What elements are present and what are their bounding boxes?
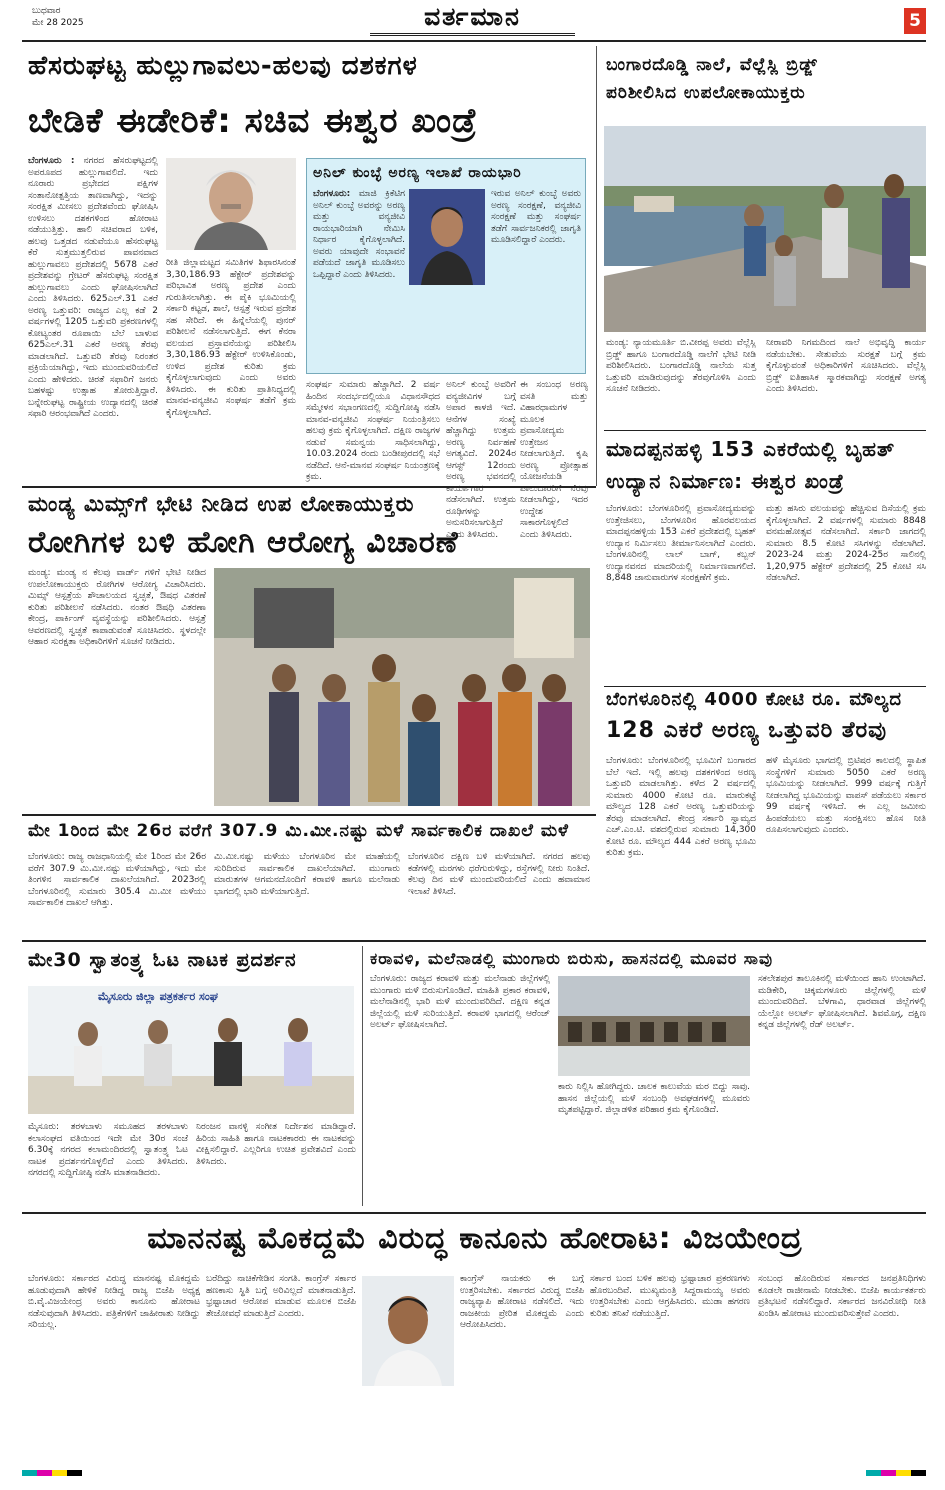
drama-col1: ಮೈಸೂರು: ತರಳಬಾಳು ಸಮೂಹದ ತರಳಬಾಳು ಕಲಾಸಂಘದ ವತಿಯಿಂದ ಇದೇ ಮೇ 30ರ ಸಂಜೆ 6.30ಕ್ಕೆ ನಗರದ ಕಲಾಮಂದಿರದಲ್ಲಿ ಸ್ವಾತಂತ್ರ್ಯ ಓಟ ನಾಟಕ ಪ್ರದರ್ಶನಗೊಳ್ಳಲಿದೆ ಎಂದು ತಿಳಿಸಿದರು. ನಗರದಲ್ಲಿ ಸುದ್ದಿಗೋಷ್ಠಿ ನಡೆಸಿ ಮಾತನಾಡಿದರು. [28, 1122, 188, 1178]
kumble-headline: ಅನಿಲ್ ಕುಂಬ್ಳೆ ಅರಣ್ಯ ಇಲಾಖೆ ರಾಯಭಾರಿ [313, 165, 522, 181]
story1-lower-col1: ಸಂಘರ್ಷ ಸುಮಾರು ಹೆಚ್ಚಾಗಿದೆ. 2 ವರ್ಷ ಹಿಂದಿನ ಸಂದರ್ಭದಲ್ಲಿಯೂ ವಿಧಾನಸೌಧದ ಸಮ್ಮೇಳನ ಸಭಾಂಗಣದಲ್ಲಿ ಸುದ್ದಿಗೋಷ್ಠಿ ನಡೆಸಿ ಮಾನವ-ವನ್ಯಜೀವಿ ಸಂಘರ್ಷ ನಿಯಂತ್ರಿಸಲು ಹಲವು ಕ್ರಮ ಕೈಗೊಳ್ಳಲಾಗಿದೆ. ದಕ್ಷಿಣ ರಾಜ್ಯಗಳ ನಡುವೆ ಸಮನ್ವಯ ಸಾಧಿಸಲಾಗಿದ್ದು, 10.03.2024 ರಂದು ಬಂಡೀಪುರದಲ್ಲಿ ಸಭೆ ನಡೆದಿದೆ. ಆನೆ-ಮಾನವ ಸಂಘರ್ಷ ನಿಯಂತ್ರಣಕ್ಕೆ ಕ್ರಮ. [306, 380, 440, 482]
monsoon-photo [558, 976, 750, 1076]
vijayendra-col2: ಬರೆದಿದ್ದು ನಾಚಿಕೆಗೇಡಿನ ಸಂಗತಿ. ಕಾಂಗ್ರೆಸ್ ಸರ್ಕಾರ ಹಣಕಾಸು ಸ್ಥಿತಿ ಬಗ್ಗೆ ಅರಿವಿಲ್ಲದೆ ಮಾತನಾಡುತ್ತಿದೆ. ಭ್ರಷ್ಟಾಚಾರ ಆರೋಪ ಮಾಡುವ ಮೂಲಕ ಬಿಜೆಪಿ ತೇಜೋವಧೆ ಮಾಡುತ್ತಿದೆ ಎಂದರು. [206, 1274, 356, 1319]
kumble-text-a [313, 189, 405, 369]
print-color-bar-right [866, 1470, 926, 1476]
madappanahalli-col1: ಬೆಂಗಳೂರು: ಬೆಂಗಳೂರಿನಲ್ಲಿ ಪ್ರವಾಸೋದ್ಯಮವನ್ನು ಉತ್ತೇಜಿಸಲು, ಬೆಂಗಳೂರಿನ ಹೊರವಲಯದ ಮಾದಪ್ಪನಹಳ್ಳಿಯ 153 ಎಕರೆ ಪ್ರದೇಶದಲ್ಲಿ ಬೃಹತ್ ಉದ್ಯಾನ ನಿರ್ಮಿಸಲು ತೀರ್ಮಾನಿಸಲಾಗಿದೆ ಎಂದರು. ಬೆಂಗಳೂರಿನಲ್ಲಿ ಲಾಲ್ ಬಾಗ್, ಕಬ್ಬನ್ ಉದ್ಯಾನವನದ ಮಾದರಿಯಲ್ಲಿ ನಿರ್ಮಾಣವಾಗಲಿದೆ. 8,848 ಜಾನುವಾರುಗಳ ಸಂರಕ್ಷಣೆಗೆ ಕ್ರಮ. [606, 504, 756, 583]
dam-photo-icon [558, 976, 750, 1076]
vijayendra-col5: ಸಂಬಂಧ ಹೊಂದಿರುವ ಸರ್ಕಾರದ ಜನಪ್ರತಿನಿಧಿಗಳು ಕೂಡಲೇ ರಾಜೀನಾಮೆ ನೀಡಬೇಕು. ಬಿಜೆಪಿ ಕಾರ್ಯಕರ್ತರು ಪ್ರತಿಭಟನೆ ನಡೆಸಲಿದ್ದಾರೆ. ಸರ್ಕಾರದ ಜನವಿರೋಧಿ ನೀತಿ ಖಂಡಿಸಿ ಹೋರಾಟ ಮುಂದುವರಿಸುತ್ತೇವೆ ಎಂದರು. [758, 1274, 926, 1319]
mandya-headline-1: ಮಂಡ್ಯ ಮಿಮ್ಸ್‌ಗೆ ಭೇಟಿ ನೀಡಿದ ಉಪ ಲೋಕಾಯುಕ್ತರು [28, 492, 415, 516]
bangaradoddi-headline-2: ಪರಿಶೀಲಿಸಿದ ಉಪಲೋಕಾಯುಕ್ತರು [606, 83, 806, 103]
forest4000-headline-2: 128 ಎಕರೆ ಅರಣ್ಯ ಒತ್ತುವರಿ ತೆರವು [606, 718, 888, 743]
rule-bottom-1 [22, 1212, 926, 1214]
rain-col3: ಬೆಂಗಳೂರಿನ ದಕ್ಷಿಣ ಬಳಿ ಮಳೆಯಾಗಿದೆ. ನಗರದ ಹಲವು ಕಡೆಗಳಲ್ಲಿ ಮರಗಳು ಧರೆಗುರುಳಿದ್ದು, ರಸ್ತೆಗಳಲ್ಲಿ ನೀರು ನಿಂತಿದೆ. ಕೆಲವು ದಿನ ಮಳೆ ಮುಂದುವರಿಯಲಿದೆ ಎಂದು ಹವಾಮಾನ ಇಲಾಖೆ ತಿಳಿಸಿದೆ. [408, 852, 590, 897]
story1-headline-1: ಹೆಸರುಘಟ್ಟ ಹುಲ್ಲುಗಾವಲು-ಹಲವು ದಶಕಗಳ [28, 51, 418, 81]
kumble-box [306, 158, 586, 374]
bangaradoddi-col2: ನೀರಾವರಿ ನಿಗಮದಿಂದ ನಾಲೆ ಅಭಿವೃದ್ಧಿ ಕಾರ್ಯ ನಡೆಯಬೇಕು. ಸೇತುವೆಯ ಸುರಕ್ಷತೆ ಬಗ್ಗೆ ಕ್ರಮ ಕೈಗೊಳ್ಳುವಂತೆ ಅಧಿಕಾರಿಗಳಿಗೆ ಸೂಚಿಸಿದರು. ವೆಲ್ಲೆಸ್ಲಿ ಬ್ರಿಡ್ಜ್ ಐತಿಹಾಸಿಕ ಸ್ಮಾರಕವಾಗಿದ್ದು ಸಂರಕ್ಷಣೆ ಅಗತ್ಯ ಎಂದು ತಿಳಿಸಿದರು. [766, 338, 926, 394]
vertical-rule-top [596, 46, 597, 486]
story1-col1 [28, 156, 158, 474]
kumble-dateline: ಬೆಂಗಳೂರು: [313, 189, 351, 199]
rule-mid-2 [22, 814, 596, 816]
kumble-portrait-icon [409, 189, 485, 285]
story1-dateline: ಬೆಂಗಳೂರು : [28, 156, 75, 166]
hospital-visit-photo-icon [214, 568, 590, 806]
masthead [0, 0, 945, 40]
rain-col2: ಮಿ.ಮೀ.ನಷ್ಟು ಮಳೆಯು ಬೆಂಗಳೂರಿನ ಮೇ ಮಾಹೆಯಲ್ಲಿ ಸುರಿದಿರುವ ಸಾರ್ವಕಾಲಿಕ ದಾಖಲೆಯಾಗಿದೆ. ಮುಂಗಾರು ಮಾರುತಗಳ ಆಗಮನದೊಂದಿಗೆ ಕರಾವಳಿ ಹಾಗೂ ಮಲೆನಾಡು ಭಾಗದಲ್ಲಿ ಭಾರಿ ಮಳೆಯಾಗುತ್ತಿದೆ. [214, 852, 400, 897]
kumble-photo [409, 189, 485, 285]
rule-mid-1 [22, 486, 596, 488]
vijayendra-col3: ಕಾಂಗ್ರೆಸ್ ನಾಯಕರು ಈ ಬಗ್ಗೆ ಉತ್ತರಿಸಬೇಕು. ಸರ್ಕಾರದ ವಿರುದ್ಧ ಬಿಜೆಪಿ ರಾಜ್ಯವ್ಯಾಪಿ ಹೋರಾಟ ನಡೆಸಲಿದೆ. ಇದು ರಾಜಕೀಯ ಪ್ರೇರಿತ ಮೊಕದ್ದಮೆ ಎಂದು ಆರೋಪಿಸಿದರು. [460, 1274, 584, 1330]
rule-right-2 [604, 686, 926, 687]
story1-headline-2: ಬೇಡಿಕೆ ಈಡೇರಿಕೆ: ಸಚಿವ ಈಶ್ವರ ಖಂಡ್ರೆ [28, 101, 478, 141]
monsoon-col1: ಬೆಂಗಳೂರು: ರಾಜ್ಯದ ಕರಾವಳಿ ಮತ್ತು ಮಲೆನಾಡು ಜಿಲ್ಲೆಗಳಲ್ಲಿ ಮುಂಗಾರು ಮಳೆ ಬಿರುಸುಗೊಂಡಿದೆ. ಮಾಹಿತಿ ಪ್ರಕಾರ ಕರಾವಳಿ, ಮಲೆನಾಡಿನಲ್ಲಿ ಭಾರಿ ಮಳೆ ಮುಂದುವರಿದಿದೆ. ದಕ್ಷಿಣ ಕನ್ನಡ ಜಿಲ್ಲೆಯಲ್ಲಿ ಮಳೆ ಸುರಿಯುತ್ತಿದೆ. ಕರಾವಳಿ ಭಾಗದಲ್ಲಿ ಆರೆಂಜ್ ಅಲರ್ಟ್ ಘೋಷಿಸಲಾಗಿದೆ. [370, 974, 550, 1030]
vijayendra-photo [362, 1276, 454, 1386]
bangaradoddi-headline-1: ಬಂಗಾರದೊಡ್ಡಿ ನಾಲೆ, ವೆಲ್ಲೆಸ್ಲಿ ಬ್ರಿಡ್ಜ್ [606, 55, 818, 75]
bridge-inspection-photo-icon [604, 126, 926, 332]
rain-col1: ಬೆಂಗಳೂರು: ರಾಜ್ಯ ರಾಜಧಾನಿಯಲ್ಲಿ ಮೇ 1ರಿಂದ ಮೇ 26ರ ವರೆಗೆ 307.9 ಮಿ.ಮೀ.ನಷ್ಟು ಮಳೆಯಾಗಿದ್ದು, ಇದು ಮೇ ತಿಂಗಳಿನ ಸಾರ್ವಕಾಲಿಕ ದಾಖಲೆಯಾಗಿದೆ. 2023ರಲ್ಲಿ ಬೆಂಗಳೂರಿನಲ್ಲಿ ಸುಮಾರು 305.4 ಮಿ.ಮೀ ಮಳೆಯು ಸಾರ್ವಕಾಲಿಕ ದಾಖಲೆ ಆಗಿತ್ತು. [28, 852, 206, 908]
rule-right-1 [604, 430, 926, 431]
press-meet-photo-icon [28, 986, 354, 1114]
story1-col1-text: ನಗರದ ಹೆಸರುಘಟ್ಟದಲ್ಲಿ ಅಪರೂಪದ ಹುಲ್ಲುಗಾವಲಿದೆ. ಇದು ನೂರಾರು ಪ್ರಭೇದದ ಪಕ್ಷಿಗಳ ಸಂತಾನೋತ್ಪತ್ತಿಯ ತಾಣವಾಗಿದ್ದು, ಇದನ್ನು ಸಂರಕ್ಷಿತ ಮೀಸಲು ಪ್ರದೇಶವೆಂದು ಘೋಷಿಸಿ ಉಳಿಸಲು ದಶಕಗಳಿಂದ ಹೋರಾಟ ನಡೆಯುತ್ತಿತ್ತು. ಹಾಲಿ ಸಚಿವರಾದ ಬಳಿಕ, ಹಲವು ಒತ್ತಡದ ನಡುವೆಯೂ ಹೆಸರುಘಟ್ಟ ಕೆರೆ ಸುತ್ತಮುತ್ತಲಿರುವ ಪಾವನವಾದ ಹುಲ್ಲುಗಾವಲು ಪ್ರದೇಶದಲ್ಲಿ 5678 ಎಕರೆ ಪ್ರದೇಶವನ್ನು ಗ್ರೇಟರ್ ಹೆಸರುಘಟ್ಟ ಸಂರಕ್ಷಿತ ಹುಲ್ಲುಗಾವಲು ಎಂದು ಘೋಷಿಸಲಾಗಿದೆ ಎಂದು ತಿಳಿಸಿದರು. 625ಎಲ್.31 ಎಕರೆ ಅರಣ್ಯ ಒತ್ತುವರಿ: ರಾಜ್ಯದ ಎಲ್ಲ ಕಡೆ 2 ವರ್ಷಗಳಲ್ಲಿ 1205 ಒತ್ತುವರಿ ಪ್ರಕರಣಗಳಲ್ಲಿ ಕೋಟ್ಯಂತರ ರೂಪಾಯಿ ಬೆಲೆ ಬಾಳುವ 625ಎಲ್.31 ಎಕರೆ ಅರಣ್ಯ ತೆರವು ಮಾಡಲಾಗಿದೆ. ಒತ್ತುವರಿ ತೆರವು ನಿರಂತರ ಪ್ರಕ್ರಿಯೆಯಾಗಿದ್ದು, ಇದು ಮುಂದುವರಿಯಲಿದೆ ಎಂದು ಹೇಳಿದರು. ಚಿರತೆ ಸಫಾರಿಗೆ ಜನರು ಬಹಳಷ್ಟು ಉತ್ಸಾಹ ತೋರುತ್ತಿದ್ದಾರೆ. ಬನ್ನೇರುಘಟ್ಟ ರಾಷ್ಟ್ರೀಯ ಉದ್ಯಾನದಲ್ಲಿ ಚಿರತೆ ಸಫಾರಿ ಆರಂಭವಾಗಿದೆ ಎಂದರು. [28, 156, 158, 419]
forest4000-col1: ಬೆಂಗಳೂರು: ಬೆಂಗಳೂರಿನಲ್ಲಿ ಭೂಮಿಗೆ ಬಂಗಾರದ ಬೆಲೆ ಇದೆ. ಇಲ್ಲಿ ಹಲವು ದಶಕಗಳಿಂದ ಅರಣ್ಯ ಒತ್ತುವರಿ ಮಾಡಲಾಗಿತ್ತು. ಕಳೆದ 2 ವರ್ಷದಲ್ಲಿ ಸುಮಾರು 4000 ಕೋಟಿ ರೂ. ಮಾರುಕಟ್ಟೆ ಮೌಲ್ಯದ 128 ಎಕರೆ ಅರಣ್ಯ ಒತ್ತುವರಿಯನ್ನು ತೆರವು ಮಾಡಲಾಗಿದೆ. ಕೇಂದ್ರ ಸರ್ಕಾರಿ ಸ್ವಾಮ್ಯದ ಎಚ್.ಎಂ.ಟಿ. ವಶದಲ್ಲಿರುವ ಸುಮಾರು 14,300 ಕೋಟಿ ರೂ. ಮೌಲ್ಯದ 444 ಎಕರೆ ಅರಣ್ಯ ಭೂಮಿ ಕುರಿತು ಕ್ರಮ. [606, 756, 756, 858]
drama-headline: ಮೇ30 ಸ್ವಾತಂತ್ರ್ಯ ಓಟ ನಾಟಕ ಪ್ರದರ್ಶನ [28, 949, 297, 971]
madappanahalli-headline-1: ಮಾದಪ್ಪನಹಳ್ಳಿ 153 ಎಕರೆಯಲ್ಲಿ ಬೃಹತ್ [606, 437, 896, 461]
vijayendra-col1: ಬೆಂಗಳೂರು: ಸರ್ಕಾರದ ವಿರುದ್ಧ ಮಾನನಷ್ಟ ಮೊಕದ್ದಮೆ ಹೂಡುವುದಾಗಿ ಹೇಳಿಕೆ ನೀಡಿದ್ದ ರಾಜ್ಯ ಬಿಜೆಪಿ ಅಧ್ಯಕ್ಷ ಬಿ.ವೈ.ವಿಜಯೇಂದ್ರ ಅವರು ಕಾನೂನು ಹೋರಾಟ ನಡೆಸುವುದಾಗಿ ತಿಳಿಸಿದರು. ಪತ್ರಿಕೆಗಳಿಗೆ ಜಾಹೀರಾತು ನೀಡಿದ್ದು ಸರಿಯಲ್ಲ. [28, 1274, 200, 1330]
page-number: 5 [904, 8, 926, 34]
vijayendra-headline: ಮಾನನಷ್ಟ ಮೊಕದ್ದಮೆ ವಿರುದ್ಧ ಕಾನೂನು ಹೋರಾಟ: ವಿಜಯೇಂದ್ರ [147, 1221, 803, 1256]
print-color-bar-left [22, 1470, 82, 1476]
masthead-date: ಮೇ 28 2025 [32, 18, 84, 28]
vertical-rule-bottom [362, 946, 363, 1206]
story1-col2: ರೀತಿ ಜಿಲ್ಲಾಮಟ್ಟದ ಸಮಿತಿಗಳ ಶಿಫಾರಸಿನಂತೆ 3,30,186.93 ಹೆಕ್ಟೇರ್ ಪ್ರದೇಶವನ್ನು ಪರಿಭಾವಿತ ಅರಣ್ಯ ಪ್ರದೇಶ ಎಂದು ಗುರುತಿಸಲಾಗಿತ್ತು. ಈ ಪೈಕಿ ಭೂಮಿಯಲ್ಲಿ ಸರ್ಕಾರಿ ಕಟ್ಟಡ, ಶಾಲೆ, ಆಸ್ಪತ್ರೆ ಇರುವ ಪ್ರದೇಶ ಸಹ ಸೇರಿದೆ. ಈ ಹಿನ್ನೆಲೆಯಲ್ಲಿ ಪುನರ್ ಪರಿಶೀಲನೆ ನಡೆಸಲಾಗುತ್ತಿದೆ. ಈಗ ಕೆನರಾ ವಲಯದ ಪ್ರಸ್ತಾವನೆಯನ್ನು ಪರಿಶೀಲಿಸಿ 3,30,186.93 ಹೆಕ್ಟೇರ್ ಉಳಿಸಿಕೊಂಡು, ಉಳಿದ ಪ್ರದೇಶ ಕುರಿತು ಕ್ರಮ ಕೈಗೊಳ್ಳಲಾಗುವುದು ಎಂದು ಅವರು ತಿಳಿಸಿದರು. ಈ ಕುರಿತು ಪ್ರಾತಿನಿಧ್ಯದಲ್ಲಿ ಮಾನವ-ವನ್ಯಜೀವಿ ಸಂಘರ್ಷ ತಡೆಗೆ ಕ್ರಮ ಕೈಗೊಳ್ಳಲಾಗಿದೆ. [166, 258, 296, 418]
kumble-text-b: ಇರುವ ಅನಿಲ್ ಕುಂಬ್ಳೆ ಅವರು ಅರಣ್ಯ ಸಂರಕ್ಷಣೆ, ವನ್ಯಜೀವಿ ಸಂರಕ್ಷಣೆ ಮತ್ತು ಸಂಘರ್ಷ ತಡೆಗೆ ಸಾರ್ವಜನಿಕರಲ್ಲಿ ಜಾಗೃತಿ ಮೂಡಿಸಲಿದ್ದಾರೆ ಎಂದರು. [491, 189, 581, 245]
monsoon-col2: ಕಾರು ನಿಲ್ಲಿಸಿ ಹೋಗಿದ್ದರು. ಚಾಲಕ ಕಾಲುವೆಯ ಮರ ಬಿದ್ದು ಸಾವು. ಹಾಸನ ಜಿಲ್ಲೆಯಲ್ಲಿ ಮಳೆ ಸಂಬಂಧಿ ಅವಘಡಗಳಲ್ಲಿ ಮೂವರು ಮೃತಪಟ್ಟಿದ್ದಾರೆ. ಜಿಲ್ಲಾಡಳಿತ ಪರಿಹಾರ ಕ್ರಮ ಕೈಗೊಂಡಿದೆ. [558, 1082, 750, 1115]
monsoon-headline: ಕರಾವಳಿ, ಮಲೆನಾಡಲ್ಲಿ ಮುಂಗಾರು ಬಿರುಸು, ಹಾಸನದಲ್ಲಿ ಮೂವರ ಸಾವು [370, 949, 773, 968]
vijayendra-col4: ಸರ್ಕಾರ ಬಂದ ಬಳಿಕ ಹಲವು ಭ್ರಷ್ಟಾಚಾರ ಪ್ರಕರಣಗಳು ಹೊರಬಂದಿವೆ. ಮುಖ್ಯಮಂತ್ರಿ ಸಿದ್ದರಾಮಯ್ಯ ಅವರು ಉತ್ತರಿಸಬೇಕು ಎಂದು ಆಗ್ರಹಿಸಿದರು. ಮುಡಾ ಹಗರಣ ಕುರಿತು ತನಿಖೆ ನಡೆಯುತ್ತಿದೆ. [590, 1274, 750, 1319]
forest4000-col2: ಹಳೆ ಮೈಸೂರು ಭಾಗದಲ್ಲಿ ಬ್ರಿಟಿಷರ ಕಾಲದಲ್ಲಿ ಸ್ಥಾಪಿತ ಸಂಸ್ಥೆಗಳಿಗೆ ಸುಮಾರು 5050 ಎಕರೆ ಅರಣ್ಯ ಭೂಮಿಯನ್ನು ನೀಡಲಾಗಿದೆ. 999 ವರ್ಷಕ್ಕೆ ಗುತ್ತಿಗೆ ನೀಡಲಾಗಿದ್ದ ಭೂಮಿಯನ್ನು ವಾಪಸ್ ಪಡೆಯಲು ಸರ್ಕಾರ 99 ವರ್ಷಕ್ಕೆ ಇಳಿಸಿದೆ. ಈ ಎಲ್ಲ ಜಮೀನು ಹಿಂಪಡೆಯಲು ಮತ್ತು ಸಂರಕ್ಷಿಸಲು ಹೊಸ ನೀತಿ ರೂಪಿಸಲಾಗುವುದು ಎಂದರು. [766, 756, 926, 835]
story1-lower-col3: ಈ ಸಂಬಂಧ ಅರಣ್ಯ ವಸತಿ ಮತ್ತು ವಿಹಾರಧಾಮಗಳ ಮೂಲಕ ಪ್ರವಾಸೋದ್ಯಮ ಉತ್ತೇಜನ ನೀಡಲಾಗುತ್ತಿದೆ. ಕೃಷಿ ಅರಣ್ಯ ಪ್ರೋತ್ಸಾಹ ಯೋಜನೆಯಡಿ ಪಾಲುದಾರರಿಗೆ ನೆರವು ನೀಡಲಾಗಿದ್ದು, ಇದರ ಉದ್ದೇಶ ಸಾಕಾರಗೊಳ್ಳಲಿದೆ ಎಂದು ತಿಳಿಸಿದರು. [520, 380, 588, 540]
rule-mid-3 [22, 940, 926, 942]
kumble-text-a-body: ಮಾಜಿ ಕ್ರಿಕೆಟಿಗ ಅನಿಲ್ ಕುಂಬ್ಳೆ ಅವರನ್ನು ಅರಣ್ಯ ಮತ್ತು ವನ್ಯಜೀವಿ ರಾಯಭಾರಿಯಾಗಿ ನೇಮಿಸಿ ನಿರ್ಧಾರ ಕೈಗೊಳ್ಳಲಾಗಿದೆ. ಅವರು ಯಾವುದೇ ಸಂಭಾವನೆ ಪಡೆಯದೆ ಜಾಗೃತಿ ಮೂಡಿಸಲು ಒಪ್ಪಿದ್ದಾರೆ ಎಂದು ತಿಳಿಸಿದರು. [313, 189, 405, 280]
bangaradoddi-col1: ಮಂಡ್ಯ: ನ್ಯಾಯಮೂರ್ತಿ ಬಿ.ವೀರಪ್ಪ ಅವರು ವೆಲ್ಲೆಸ್ಲಿ ಬ್ರಿಡ್ಜ್ ಹಾಗೂ ಬಂಗಾರದೊಡ್ಡಿ ನಾಲೆಗೆ ಭೇಟಿ ನೀಡಿ ಪರಿಶೀಲಿಸಿದರು. ಬಂಗಾರದೊಡ್ಡಿ ನಾಲೆಯ ಸುತ್ತ ಒತ್ತುವರಿ ಮಾಡಿರುವುದನ್ನು ತೆರವುಗೊಳಿಸಿ ಎಂದು ಸೂಚನೆ ನೀಡಿದರು. [606, 338, 756, 394]
madappanahalli-col2: ಮತ್ತು ಹಸಿರು ವಲಯವನ್ನು ಹೆಚ್ಚಿಸುವ ದಿಸೆಯಲ್ಲಿ ಕ್ರಮ ಕೈಗೊಳ್ಳಲಾಗಿದೆ. 2 ವರ್ಷಗಳಲ್ಲಿ ಸುಮಾರು 8848 ವನಮಹೋತ್ಸವ ನಡೆಸಲಾಗಿದೆ. ಸರ್ಕಾರಿ ಜಾಗದಲ್ಲಿ ಸುಮಾರು 8.5 ಕೋಟಿ ಸಸಿಗಳನ್ನು ನೆಡಲಾಗಿದೆ. 2023-24 ಮತ್ತು 2024-25ರ ಸಾಲಿನಲ್ಲಿ 1,20,975 ಹೆಕ್ಟೇರ್ ಪ್ರದೇಶದಲ್ಲಿ 25 ಕೋಟಿ ಸಸಿ ನೆಡಲಾಗಿದೆ. [766, 504, 926, 583]
drama-col2: ನಿರಂಜನ ವಾನಳ್ಳಿ ಸಂಗೀತ ನಿರ್ದೇಶನ ಮಾಡಿದ್ದಾರೆ. ಹಿರಿಯ ಸಾಹಿತಿ ಹಾಗೂ ನಾಟಕಕಾರರು ಈ ನಾಟಕವನ್ನು ವೀಕ್ಷಿಸಲಿದ್ದಾರೆ. ಎಲ್ಲರಿಗೂ ಉಚಿತ ಪ್ರವೇಶವಿದೆ ಎಂದು ತಿಳಿಸಿದರು. [196, 1122, 356, 1167]
vijayendra-portrait-icon [362, 1276, 454, 1386]
drama-photo [28, 986, 354, 1114]
mandya-photo [214, 568, 590, 806]
mandya-col1: ಮಂಡ್ಯ: ಮಂಡ್ಯ ನ ಕೆಲವು ವಾರ್ಡ್ ಗಳಿಗೆ ಭೇಟಿ ನೀಡಿದ ಉಪಲೋಕಾಯುಕ್ತರು ರೋಗಿಗಳ ಆರೋಗ್ಯ ವಿಚಾರಿಸಿದರು. ಮಿಮ್ಸ್ ಆಸ್ಪತ್ರೆಯ ಶೌಚಾಲಯದ ಸ್ವಚ್ಛತೆ, ಔಷಧ ವಿತರಣೆ ಕುರಿತು ಪರಿಶೀಲನೆ ನಡೆಸಿದರು. ನಂತರ ಔಷಧಿ ವಿತರಣಾ ಕೇಂದ್ರ, ಪಾರ್ಕಿಂಗ್ ವ್ಯವಸ್ಥೆಯನ್ನು ಪರಿಶೀಲಿಸಿದರು. ಆಸ್ಪತ್ರೆ ಆವರಣದಲ್ಲಿ ಸ್ವಚ್ಛತೆ ಕಾಪಾಡುವಂತೆ ಸೂಚಿಸಿದರು. ಸ್ಥಳದಲ್ಲೇ ಆಹಾರ ಸುರಕ್ಷತಾ ಅಧಿಕಾರಿಗಳಿಗೆ ಸೂಚನೆ ನೀಡಿದರು. [28, 568, 206, 647]
bangaradoddi-photo [604, 126, 926, 332]
drama-banner-text: ಮೈಸೂರು ಜಿಲ್ಲಾ ಪತ್ರಕರ್ತರ ಸಂಘ [98, 990, 219, 1003]
story1-minister-photo [166, 158, 296, 250]
madappanahalli-headline-2: ಉದ್ಯಾನ ನಿರ್ಮಾಣ: ಈಶ್ವರ ಖಂಡ್ರೆ [606, 469, 845, 493]
masthead-title: ವರ್ತಮಾನ [370, 2, 575, 36]
story1-lower-col2: ಅನಿಲ್ ಕುಂಬ್ಳೆ ಅವರಿಗೆ ವನ್ಯಜೀವಿಗಳ ಬಗ್ಗೆ ಅಪಾರ ಕಾಳಜಿ ಇದೆ. ಆನೆಗಳ ಸಂಖ್ಯೆ ಹೆಚ್ಚಾಗಿದ್ದು ಉತ್ತಮ ಅರಣ್ಯ ನಿರ್ವಹಣೆ ಅಗತ್ಯವಿದೆ. 2024ರ ಆಗಸ್ಟ್ 12ರಂದು ಅರಣ್ಯ ಭವನದಲ್ಲಿ ಕಾರ್ಯಾಗಾರ ನಡೆಸಲಾಗಿದೆ. ಉತ್ತಮ ರೂಢಿಗಳನ್ನು ಅನುಸರಿಸಲಾಗುತ್ತಿದೆ ಎಂದು ತಿಳಿಸಿದರು. [446, 380, 516, 540]
masthead-rule [22, 40, 926, 42]
rain-headline: ಮೇ 1ರಿಂದ ಮೇ 26ರ ವರೆಗೆ 307.9 ಮಿ.ಮೀ.ನಷ್ಟು ಮಳೆ ಸಾರ್ವಕಾಲಿಕ ದಾಖಲೆ ಮಳೆ [28, 821, 569, 841]
monsoon-col3: ಸಕಲೇಶಪುರ ತಾಲೂಕಿನಲ್ಲಿ ಮಳೆಯಿಂದ ಹಾನಿ ಉಂಟಾಗಿದೆ. ಮಡಿಕೇರಿ, ಚಿಕ್ಕಮಗಳೂರು ಜಿಲ್ಲೆಗಳಲ್ಲಿ ಮಳೆ ಮುಂದುವರಿದಿದೆ. ಬೆಳಗಾವಿ, ಧಾರವಾಡ ಜಿಲ್ಲೆಗಳಲ್ಲಿ ಯೆಲ್ಲೋ ಅಲರ್ಟ್ ಘೋಷಿಸಲಾಗಿದೆ. ಶಿವಮೊಗ್ಗ, ದಕ್ಷಿಣ ಕನ್ನಡ ಜಿಲ್ಲೆಗಳಲ್ಲಿ ರೆಡ್ ಅಲರ್ಟ್. [758, 974, 926, 1030]
forest4000-headline-1: ಬೆಂಗಳೂರಿನಲ್ಲಿ 4000 ಕೋಟಿ ರೂ. ಮೌಲ್ಯದ [606, 689, 902, 710]
mandya-headline-2: ರೋಗಿಗಳ ಬಳಿ ಹೋಗಿ ಆರೋಗ್ಯ ವಿಚಾರಣೆ [28, 525, 459, 560]
masthead-day: ಬುಧವಾರ [32, 6, 61, 16]
minister-portrait-icon [166, 158, 296, 250]
